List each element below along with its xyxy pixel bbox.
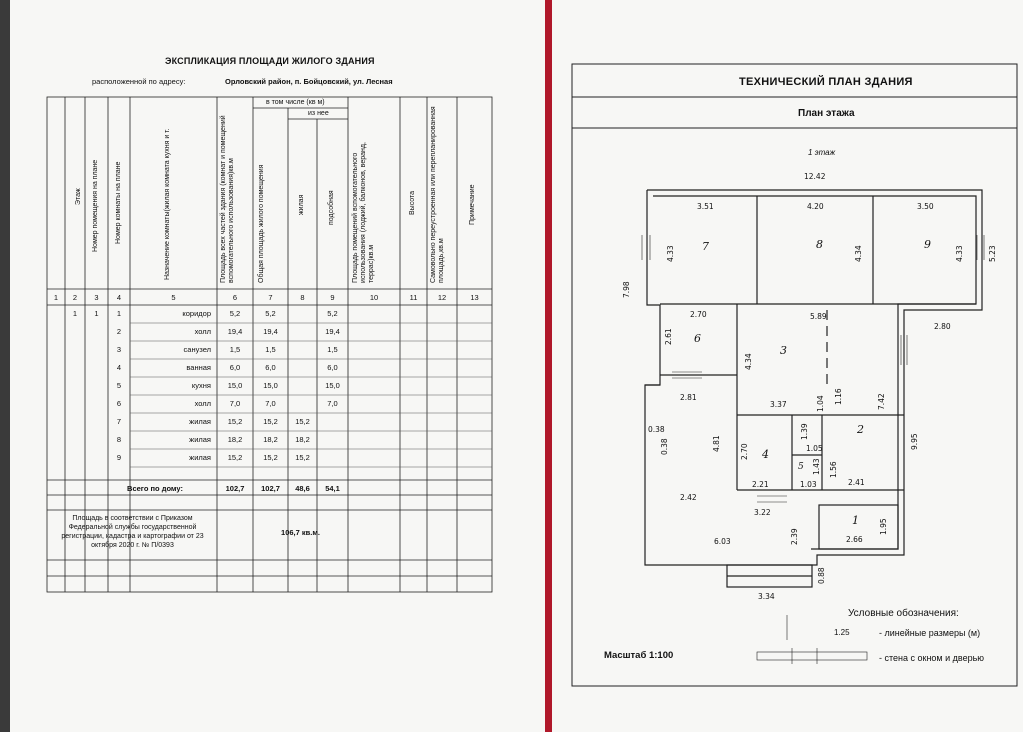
row-cell-purpose: кухня xyxy=(191,381,211,390)
address-value: Орловский район, п. Бойцовский, ул. Лесная xyxy=(225,77,393,86)
col-number: 9 xyxy=(330,293,335,302)
row-cell-all: 1,5 xyxy=(229,345,241,354)
dimension-label: 2.80 xyxy=(934,322,951,331)
row-cell-purpose: холл xyxy=(194,327,211,336)
row-cell-total: 18,2 xyxy=(263,435,278,444)
dimension-label: 4.34 xyxy=(744,353,753,370)
totals-living: 48,6 xyxy=(295,484,310,493)
footnote-text: Площадь в соответствии с Приказом Федеральной службы государственной регистрации, кадастра и картографии от 23 октября 2020 г. № П/0393 xyxy=(61,515,204,549)
col-number: 3 xyxy=(94,293,99,302)
room-number: 8 xyxy=(816,238,823,251)
footnote-area: 106,7 кв.м. xyxy=(281,528,320,537)
row-cell-total: 7,0 xyxy=(265,399,276,408)
header-total-all: Площадь всех частей здания (комнат и помещений вспомогательного использования)кв.м xyxy=(220,115,235,283)
row-cell-all: 6,0 xyxy=(229,363,241,372)
dimension-label: 4.20 xyxy=(807,202,824,211)
row-cell-total: 1,5 xyxy=(265,345,276,354)
dimension-label: 4.34 xyxy=(854,245,863,262)
col-number: 1 xyxy=(53,293,59,302)
room-number: 6 xyxy=(694,332,701,345)
row-cell-purpose: ванная xyxy=(186,363,211,372)
header-replanned: Самовольно переустроенная или перепланированная площадь,кв.м xyxy=(430,106,445,283)
row-cell-aux: 6,0 xyxy=(327,363,338,372)
dimension-label: 3.51 xyxy=(697,202,714,211)
binding-strip xyxy=(545,0,552,732)
dimension-label: 9.95 xyxy=(910,433,919,450)
row-cell-purpose: холл xyxy=(194,399,211,408)
row-cell-all: 19,4 xyxy=(227,327,243,336)
row-cell-room: 1 xyxy=(116,309,122,318)
totals-all: 102,7 xyxy=(225,484,245,493)
dimension-label: 2.21 xyxy=(752,480,769,489)
row-cell-all: 15,2 xyxy=(227,453,243,462)
row-cell-aux: 5,2 xyxy=(327,309,338,318)
col-number: 4 xyxy=(116,293,122,302)
row-cell-total: 19,4 xyxy=(263,327,278,336)
legend-item-text: - линейные размеры (м) xyxy=(879,628,981,638)
col-number: 2 xyxy=(72,293,78,302)
row-cell-room: 6 xyxy=(116,399,122,408)
dimension-label: 2.42 xyxy=(680,493,697,502)
row-cell-all: 5,2 xyxy=(229,309,241,318)
row-cell-room: 8 xyxy=(116,435,122,444)
dimension-label: 0.38 xyxy=(648,425,665,434)
dimension-label: 2.70 xyxy=(690,310,707,319)
row-cell-room: 7 xyxy=(116,417,122,426)
room-number: 5 xyxy=(798,462,804,472)
col-number: 12 xyxy=(437,293,447,302)
row-cell-room: 9 xyxy=(116,453,122,462)
col-number: 11 xyxy=(409,293,418,302)
row-cell-living: 15,2 xyxy=(295,417,310,426)
row-cell-living: 15,2 xyxy=(295,453,310,462)
room-number: 3 xyxy=(780,344,787,357)
header-purpose: Назначение комнаты(жилая комната кухня и т. xyxy=(164,128,171,280)
explication-sheet xyxy=(10,0,545,732)
header-of-which: из нее xyxy=(308,110,329,117)
technical-plan-sheet xyxy=(552,0,1023,732)
col-number: 13 xyxy=(470,293,479,302)
dimension-label: 3.34 xyxy=(758,592,775,601)
row-cell-room: 5 xyxy=(116,381,122,390)
row-cell-total: 5,2 xyxy=(265,309,276,318)
address-label: расположенной по адресу: xyxy=(92,77,186,86)
dimension-label: 2.66 xyxy=(846,535,863,544)
row-cell-aux: 19,4 xyxy=(325,327,340,336)
row-cell-purpose: санузел xyxy=(183,345,211,354)
row-cell-purpose: жилая xyxy=(189,417,211,426)
row-cell-room: 3 xyxy=(116,345,122,354)
dimension-label: 2.61 xyxy=(664,328,673,345)
row-cell-aux: 1,5 xyxy=(327,345,338,354)
plan-title: ТЕХНИЧЕСКИЙ ПЛАН ЗДАНИЯ xyxy=(739,76,913,88)
dimension-label: 1.39 xyxy=(800,423,809,440)
row-cell-total: 6,0 xyxy=(265,363,276,372)
legend-title: Условные обозначения: xyxy=(848,608,959,619)
row-cell-room: 2 xyxy=(116,327,122,336)
room-number: 7 xyxy=(702,240,709,253)
row-cell-all: 15,0 xyxy=(227,381,243,390)
dimension-label: 1.43 xyxy=(812,458,821,475)
row-cell-total: 15,2 xyxy=(263,453,278,462)
dimension-label: 2.41 xyxy=(848,478,865,487)
row-cell-purpose: коридор xyxy=(182,309,211,318)
dimension-label: 4.33 xyxy=(666,245,675,262)
dimension-label: 4.33 xyxy=(955,245,964,262)
totals-label: Всего по дому: xyxy=(127,484,183,493)
row-cell-aux: 7,0 xyxy=(327,399,338,408)
dimension-label: 1.16 xyxy=(834,388,843,405)
dimension-label: 5.23 xyxy=(988,245,997,262)
legend-dimension-sample: 1.25 xyxy=(834,628,850,637)
col-number: 5 xyxy=(171,293,176,302)
scale-label: Масштаб 1:100 xyxy=(604,650,674,661)
dimension-label: 6.03 xyxy=(714,537,731,546)
header-balconies: Площадь помещений вспомогательного использования (лоджий, балконов, веранд, террас)кв.м xyxy=(352,142,375,283)
row-cell-total: 15,2 xyxy=(263,417,278,426)
dimension-label: 0.88 xyxy=(817,567,826,584)
plan-drawing xyxy=(552,0,1023,732)
row-cell-room: 4 xyxy=(116,363,122,372)
col-number: 10 xyxy=(369,293,379,302)
dimension-label: 3.22 xyxy=(754,508,771,517)
row-cell-living: 18,2 xyxy=(295,435,310,444)
header-in-total: в том числе (кв м) xyxy=(266,99,325,106)
dimension-label: 0.38 xyxy=(660,438,669,455)
header-auxiliary: подсобная xyxy=(328,190,335,225)
dimension-label: 1.03 xyxy=(800,480,817,489)
totals-aux: 54,1 xyxy=(325,484,340,493)
legend-item-text: - стена с окном и дверью xyxy=(879,653,985,663)
header-total-area: Общая площадь жилого помещения xyxy=(258,164,265,283)
room-number: 1 xyxy=(852,514,859,527)
dimension-label: 7.42 xyxy=(877,393,886,410)
dimension-label: 1.95 xyxy=(879,518,888,535)
dimension-label: 4.81 xyxy=(712,435,721,452)
header-premise-no: Номер помещения на плане xyxy=(92,159,99,252)
header-note: Примечание xyxy=(469,184,476,225)
row-cell-all: 7,0 xyxy=(229,399,241,408)
plan-subtitle: План этажа xyxy=(798,108,855,119)
dimension-label: 12.42 xyxy=(804,172,826,181)
dimension-label: 7.98 xyxy=(622,281,631,298)
dimension-label: 2.39 xyxy=(790,528,799,545)
dimension-label: 2.70 xyxy=(740,443,749,460)
floor-label: 1 этаж xyxy=(808,148,836,157)
row-cell-all: 18,2 xyxy=(227,435,243,444)
dimension-label: 1.05 xyxy=(806,444,823,453)
col-number: 7 xyxy=(268,293,273,302)
dimension-label: 3.37 xyxy=(770,400,787,409)
header-height: Высота xyxy=(409,190,416,215)
row-cell-purpose: жилая xyxy=(189,435,211,444)
row-cell-total: 15,0 xyxy=(263,381,278,390)
dimension-label: 1.56 xyxy=(829,461,838,478)
room-number: 4 xyxy=(762,448,769,461)
row-cell-premise: 1 xyxy=(94,309,99,318)
row-cell-purpose: жилая xyxy=(189,453,211,462)
room-number: 2 xyxy=(857,423,864,436)
dimension-label: 2.81 xyxy=(680,393,697,402)
row-cell-aux: 15,0 xyxy=(325,381,340,390)
explication-title: ЭКСПЛИКАЦИЯ ПЛОЩАДИ ЖИЛОГО ЗДАНИЯ xyxy=(165,56,375,66)
row-cell-all: 15,2 xyxy=(227,417,243,426)
totals-total: 102,7 xyxy=(261,484,280,493)
header-room-no: Номер комнаты на плане xyxy=(115,161,122,244)
dimension-label: 3.50 xyxy=(917,202,934,211)
dimension-label: 5.89 xyxy=(810,312,827,321)
row-cell-floor: 1 xyxy=(72,309,78,318)
header-floor: Этаж xyxy=(75,188,82,205)
col-number: 6 xyxy=(232,293,238,302)
header-living: жилая xyxy=(298,194,305,215)
dimension-label: 1.04 xyxy=(816,395,825,412)
col-number: 8 xyxy=(300,293,305,302)
room-number: 9 xyxy=(924,238,931,251)
